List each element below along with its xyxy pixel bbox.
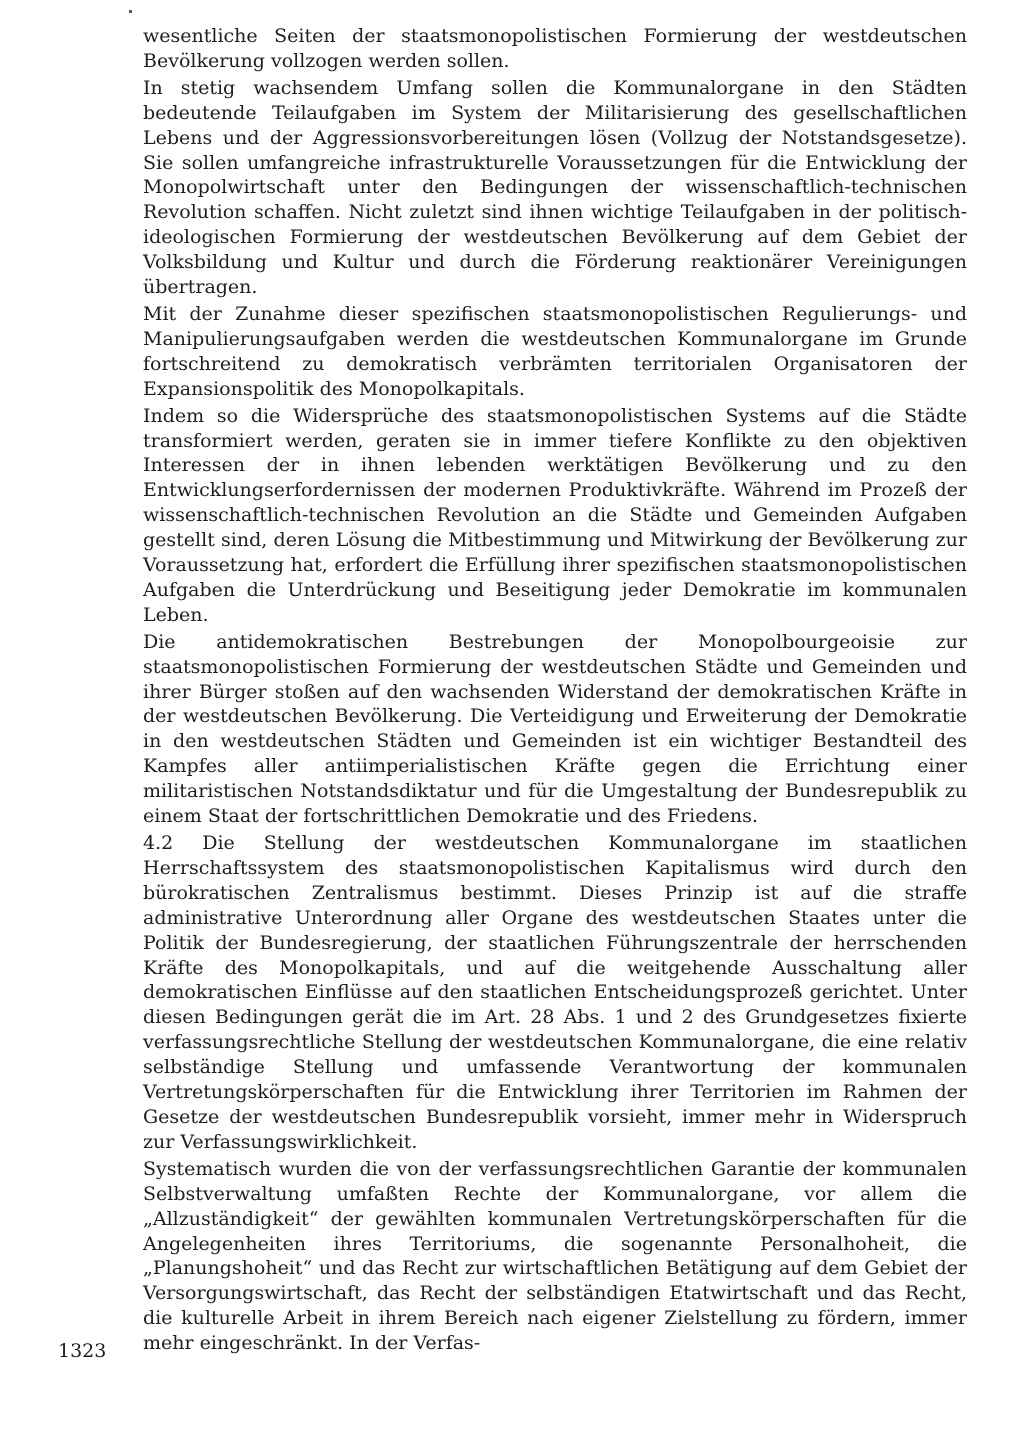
margin-mark [129,10,132,13]
paragraph-continuation: wesentliche Seiten der staatsmonopolistischen Formierung der westdeutschen Bevölkerung vollzogen werden sollen. [143,25,967,72]
paragraph-widersprueche: Indem so die Widersprüche des staatsmonopolistischen Systems auf die Städte transformiert werden, geraten sie in immer tiefere Konflikte zu den objektiven Interessen der in ihnen lebenden werktätigen Bevölkerung und zu den Entwicklungserfordernissen der modernen Produktivkräfte. Während im Prozeß der wissenschaftlich-technischen Revolution an die Städte und Gemeinden Aufgaben gestellt sind, deren Lösung die Mitbestimmung und Mitwirkung der Bevölkerung zur Voraussetzung hat, erfordert die Erfüllung ihrer spezifischen staatsmonopolistischen Aufgaben die Unterdrückung und Beseitigung jeder Demokratie im kommunalen Leben. [143,404,967,626]
paragraph-section-4-2: 4.2 Die Stellung der westdeutschen Kommunalorgane im staatlichen Herrschaftssystem des staatsmonopolistischen Kapitalismus wird durch den bürokratischen Zentralismus bestimmt. Dieses Prinzip ist auf die straffe administrative Unterordnung aller Organe des westdeutschen Staates unter die Politik der Bundesregierung, der staatlichen Führungszentrale der herrschenden Kräfte des Monopolkapitals, und auf die weitgehende Ausschaltung aller demokratischen Einflüsse auf den staatlichen Entscheidungsprozeß gerichtet. Unter diesen Bedingungen gerät die im Art. 28 Abs. 1 und 2 des Grundgesetzes fixierte verfassungsrechtliche Stellung der westdeutschen Kommunalorgane, die eine relativ selbständige Stellung und umfassende Verantwortung der kommunalen Vertretungskörperschaften für die Entwicklung ihrer Territorien im Rahmen der Gesetze der westdeutschen Bundesrepublik vorsieht, immer mehr in Widerspruch zur Verfassungswirklichkeit. [143,832,967,1153]
page-number: 1323 [58,1340,107,1362]
paragraph-kommunalorgane-aufgaben: In stetig wachsendem Umfang sollen die Kommunalorgane in den Städten bedeutende Teilaufgaben im System der Militarisierung des gesellschaftlichen Lebens und der Aggressionsvorbereitungen lösen (Vollzug der Notstandsgesetze). Sie sollen umfangreiche infrastrukturelle Voraussetzungen für die Entwicklung der Monopolwirtschaft unter den Bedingungen der wissenschaftlich-technischen Revolution schaffen. Nicht zuletzt sind ihnen wichtige Teilaufgaben in der politisch-ideologischen Formierung der westdeutschen Bevölkerung auf dem Gebiet der Volksbildung und Kultur und durch die Förderung reaktionärer Vereinigungen übertragen. [143,76,967,299]
paragraph-widerstand: Die antidemokratischen Bestrebungen der Monopolbourgeoisie zur staatsmonopolistischen Formierung der westdeutschen Städte und Gemeinden und ihrer Bürger stoßen auf den wachsenden Widerstand der demokratischen Kräfte in der westdeutschen Bevölkerung. Die Verteidigung und Erweiterung der Demokratie in den westdeutschen Städten und Gemeinden ist ein wichtiger Bestandteil des Kampfes aller antiimperialistischen Kräfte gegen die Errichtung einer militaristischen Notstandsdiktatur und für die Umgestaltung der Bundesrepublik zu einem Staat der fortschrittlichen Demokratie und des Friedens. [143,630,967,828]
paragraph-selbstverwaltung: Systematisch wurden die von der verfassungsrechtlichen Garantie der kommunalen Selbstverwaltung umfaßten Rechte der Kommunalorgane, vor allem die „Allzuständigkeit“ der gewählten kommunalen Vertretungskörperschaften für die Angelegenheiten ihres Territoriums, die sogenannte Personalhoheit, die „Planungshoheit“ und das Recht zur wirtschaftlichen Betätigung auf dem Gebiet der Versorgungswirtschaft, das Recht der selbständigen Etatwirtschaft und das Recht, die kulturelle Arbeit in ihrem Bereich nach eigener Zielstellung zu fördern, immer mehr eingeschränkt. In der Verfas- [143,1157,967,1355]
page-text [143,24,967,1358]
paragraph-regulierungsaufgaben: Mit der Zunahme dieser spezifischen staatsmonopolistischen Regulierungs- und Manipulierungsaufgaben werden die westdeutschen Kommunalorgane im Grunde fortschreitend zu demokratisch verbrämten territorialen Organisatoren der Expansionspolitik des Monopolkapitals. [143,302,967,400]
